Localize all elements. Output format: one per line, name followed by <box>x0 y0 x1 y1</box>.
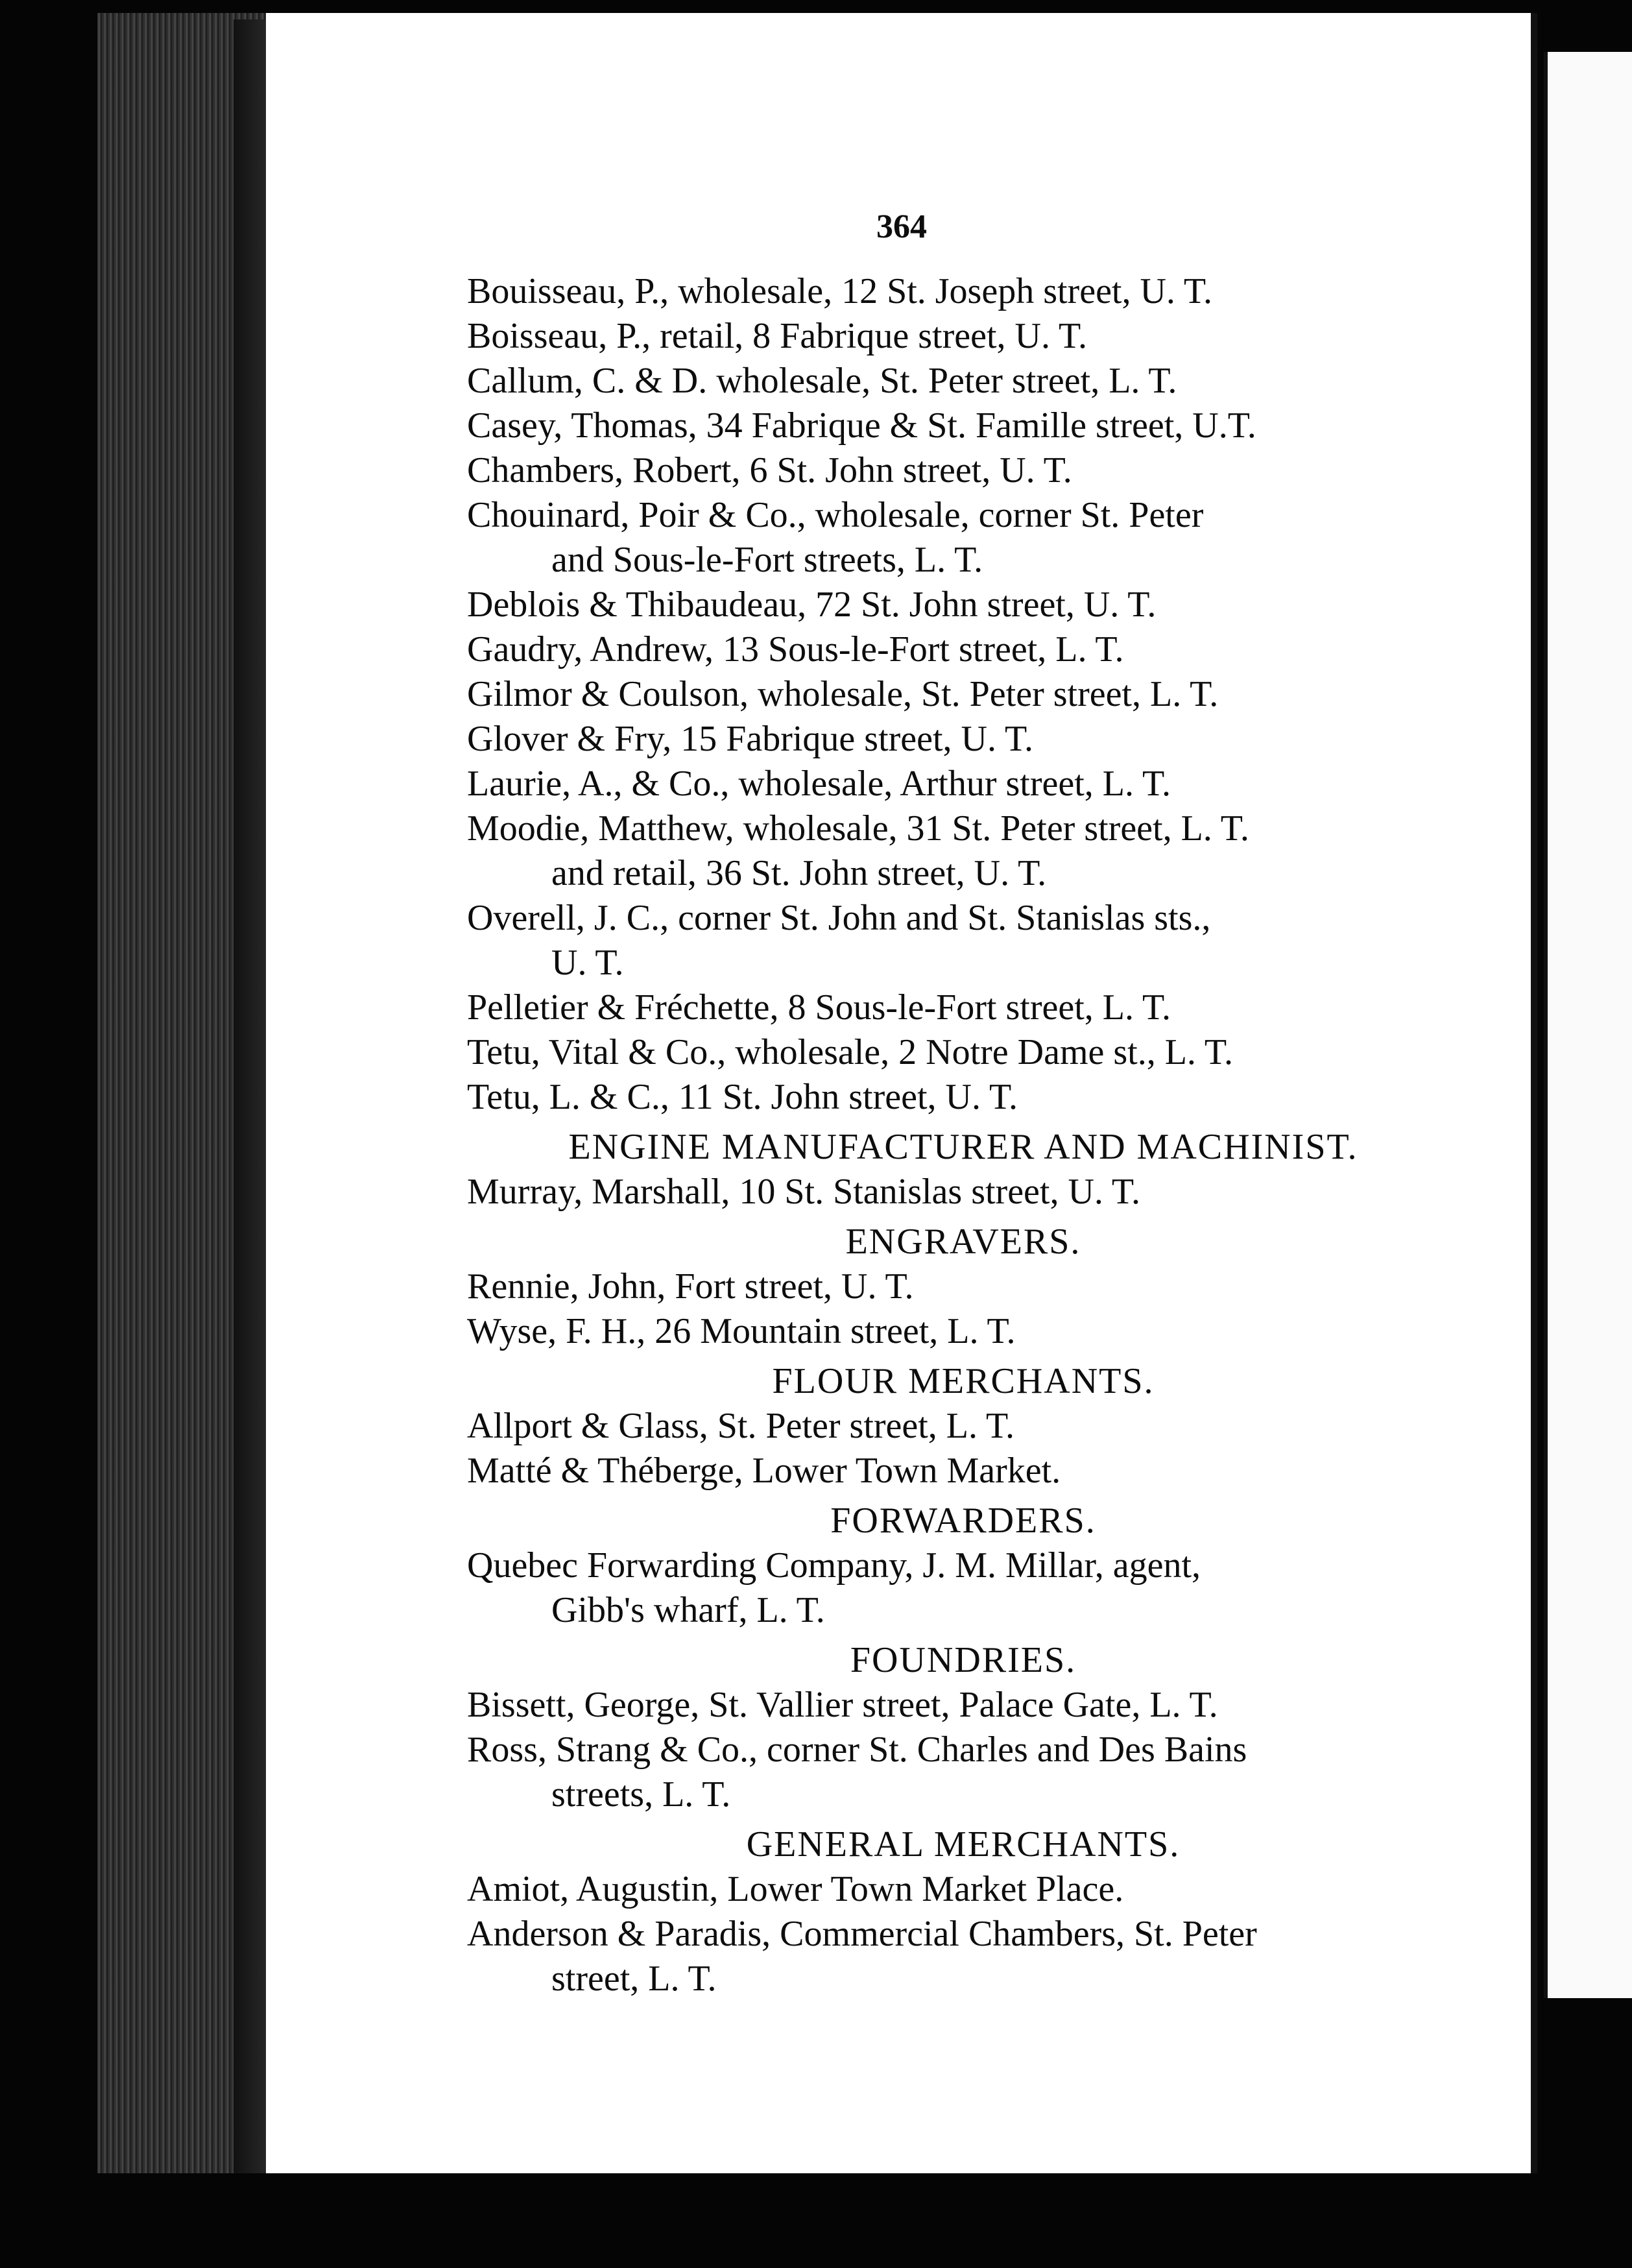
entry-line: Ross, Strang & Co., corner St. Charles and Des Bains <box>467 1730 1247 1770</box>
directory-entry <box>467 493 1459 583</box>
entry-continuation-line: streets, L. T. <box>551 1774 731 1815</box>
entry-line: Boisseau, P., retail, 8 Fabrique street, U. T. <box>467 316 1087 356</box>
section-heading: ENGINE MANUFACTURER AND MACHINIST. <box>568 1127 1358 1167</box>
entry-line: Gaudry, Andrew, 13 Sous-le-Fort street, L. T. <box>467 629 1124 670</box>
directory-entry <box>467 404 1459 448</box>
directory-entry <box>467 583 1459 627</box>
entry-continuation-line: U. T. <box>551 943 624 983</box>
directory-entry <box>467 1683 1459 1728</box>
directory-entry <box>467 762 1459 806</box>
adjacent-page-edge <box>1544 52 1632 1998</box>
entry-line: Rennie, John, Fort street, U. T. <box>467 1266 914 1307</box>
directory-entry <box>467 1449 1459 1493</box>
directory-entry <box>467 985 1459 1030</box>
section-heading: GENERAL MERCHANTS. <box>746 1824 1181 1864</box>
entry-continuation-line: and Sous-le-Fort streets, L. T. <box>551 540 983 580</box>
entry-line: Laurie, A., & Co., wholesale, Arthur street, L. T. <box>467 764 1171 804</box>
entry-line: Callum, C. & D. wholesale, St. Peter street, L. T. <box>467 361 1177 401</box>
entry-line: Amiot, Augustin, Lower Town Market Place. <box>467 1869 1124 1909</box>
entry-line: Matté & Théberge, Lower Town Market. <box>467 1451 1061 1491</box>
directory-entry <box>467 896 1459 985</box>
directory-entry <box>467 1404 1459 1449</box>
directory-page <box>266 13 1537 2173</box>
entry-line: Gilmor & Coulson, wholesale, St. Peter street, L. T. <box>467 674 1219 714</box>
directory-entry <box>467 1030 1459 1075</box>
directory-entry <box>467 1264 1459 1309</box>
entry-line: Quebec Forwarding Company, J. M. Millar, agent, <box>467 1545 1201 1586</box>
entry-line: Allport & Glass, St. Peter street, L. T. <box>467 1406 1015 1446</box>
entry-line: Pelletier & Fréchette, 8 Sous-le-Fort street, L. T. <box>467 987 1171 1028</box>
directory-entry <box>467 314 1459 359</box>
entry-line: Bouisseau, P., wholesale, 12 St. Joseph street, U. T. <box>467 271 1212 311</box>
entry-line: Deblois & Thibaudeau, 72 St. John street, U. T. <box>467 585 1157 625</box>
section-heading: FOUNDRIES. <box>850 1640 1077 1680</box>
directory-entry <box>467 1867 1459 1912</box>
directory-entry <box>467 1170 1459 1214</box>
section-heading: FLOUR MERCHANTS. <box>772 1361 1155 1401</box>
directory-entry <box>467 717 1459 762</box>
directory-entry <box>467 806 1459 896</box>
entry-line: Bissett, George, St. Vallier street, Palace Gate, L. T. <box>467 1685 1218 1725</box>
directory-entry <box>467 448 1459 493</box>
entry-line: Chouinard, Poir & Co., wholesale, corner St. Peter <box>467 495 1204 535</box>
section-heading: FORWARDERS. <box>830 1501 1096 1541</box>
directory-entry <box>467 359 1459 404</box>
entry-line: Anderson & Paradis, Commercial Chambers, St. Peter <box>467 1914 1257 1954</box>
entry-continuation-line: Gibb's wharf, L. T. <box>551 1590 825 1630</box>
entry-line: Overell, J. C., corner St. John and St. Stanislas sts., <box>467 898 1211 938</box>
directory-entry <box>467 1543 1459 1633</box>
directory-entry <box>467 672 1459 717</box>
entry-line: Chambers, Robert, 6 St. John street, U. T. <box>467 450 1072 490</box>
directory-entry <box>467 1912 1459 2001</box>
entry-line: Tetu, L. & C., 11 St. John street, U. T. <box>467 1077 1018 1117</box>
directory-entry <box>467 1728 1459 1817</box>
directory-entry <box>467 1309 1459 1354</box>
entry-continuation-line: street, L. T. <box>551 1959 717 1999</box>
directory-entry <box>467 269 1459 314</box>
page-number: 364 <box>876 208 927 245</box>
entry-line: Murray, Marshall, 10 St. Stanislas street, U. T. <box>467 1172 1140 1212</box>
entry-line: Moodie, Matthew, wholesale, 31 St. Peter street, L. T. <box>467 808 1249 849</box>
entry-continuation-line: and retail, 36 St. John street, U. T. <box>551 853 1047 893</box>
directory-listing <box>467 269 1459 2001</box>
entry-line: Casey, Thomas, 34 Fabrique & St. Famille street, U.T. <box>467 405 1256 446</box>
section-heading: ENGRAVERS. <box>845 1222 1081 1262</box>
directory-entry <box>467 627 1459 672</box>
entry-line: Wyse, F. H., 26 Mountain street, L. T. <box>467 1311 1016 1351</box>
entry-line: Tetu, Vital & Co., wholesale, 2 Notre Dame st., L. T. <box>467 1032 1233 1072</box>
entry-line: Glover & Fry, 15 Fabrique street, U. T. <box>467 719 1034 759</box>
directory-entry <box>467 1075 1459 1120</box>
